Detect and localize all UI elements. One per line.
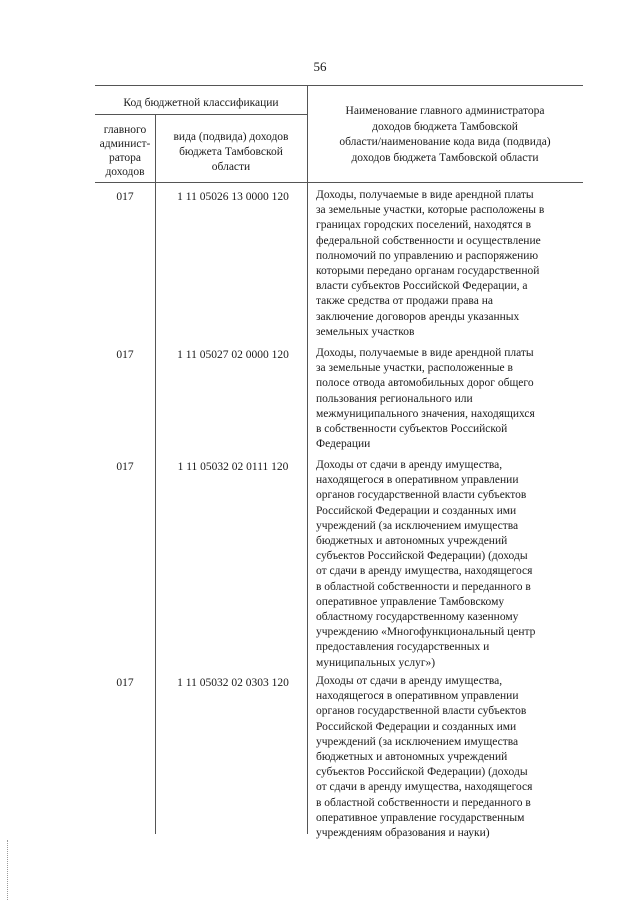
- table-row-4-budget-code: 1 11 05032 02 0303 120: [177, 677, 289, 689]
- header-col-name: Наименование главного администратора доходов бюджета Тамбовской области/наименование кода вида (подвида) доходов бюджета Тамбовской области: [339, 105, 551, 164]
- page-number: 56: [313, 59, 327, 74]
- table-row-1-budget-code: 1 11 05026 13 0000 120: [177, 191, 289, 203]
- header-group-rule: [95, 114, 307, 115]
- scan-margin-artifact: [7, 840, 10, 900]
- table-row-2-admin-code: 017: [116, 349, 134, 361]
- column-divider-admin: [155, 114, 156, 834]
- table-row-2-description: Доходы, получаемые в виде арендной платы за земельные участки, расположенные в полосе отвода автомобильных дорог общего пользования регионального или межмуниципального значения, находящихся в собственности субъектов Российской Федерации: [316, 347, 535, 451]
- table-row-1-admin-code: 017: [116, 191, 134, 203]
- table-row-4-admin-code: 017: [116, 677, 134, 689]
- column-divider-code: [307, 85, 308, 834]
- table-row-3-admin-code: 017: [116, 461, 134, 473]
- table-row-3-budget-code: 1 11 05032 02 0111 120: [177, 461, 289, 473]
- header-group-title: Код бюджетной классификации: [123, 97, 279, 109]
- header-col-admin: главного админист- ратора доходов: [99, 124, 151, 178]
- header-col-code: вида (подвида) доходов бюджета Тамбовской области: [173, 131, 289, 173]
- table-row-4-description: Доходы от сдачи в аренду имущества, находящегося в оперативном управлении органов государственной власти субъектов Российской Федерации и созданных ими учреждений (за исключением имущества бюджетных и автономных учреждений субъектов Российской Федерации) (доходы от сдачи в аренду имущества, находящегося в областной собственности и переданного в оперативное управление государственным учреждениям образования и науки): [316, 675, 533, 840]
- table-top-rule: [95, 85, 583, 86]
- header-bottom-rule: [95, 182, 583, 183]
- table-row-1-description: Доходы, получаемые в виде арендной платы за земельные участки, которые расположены в границах городских поселений, находятся в федеральной собственности и осуществление полномочий по управлению и распоряжению которыми передано органам государственной власти субъектов Российской Федерации, а также средства от продажи права на заключение договоров аренды указанных земельных участков: [316, 189, 545, 338]
- table-row-3-description: Доходы от сдачи в аренду имущества, находящегося в оперативном управлении органов государственной власти субъектов Российской Федерации и созданных ими учреждений (за исключением имущества бюджетных и автономных учреждений субъектов Российской Федерации) (доходы от сдачи в аренду имущества, находящегося в областной собственности и переданного в оперативное управление Тамбовскому областному государственному казенному учреждению «Многофункциональный центр предоставления государственных и муниципальных услуг»): [316, 459, 536, 669]
- table-row-2-budget-code: 1 11 05027 02 0000 120: [177, 349, 289, 361]
